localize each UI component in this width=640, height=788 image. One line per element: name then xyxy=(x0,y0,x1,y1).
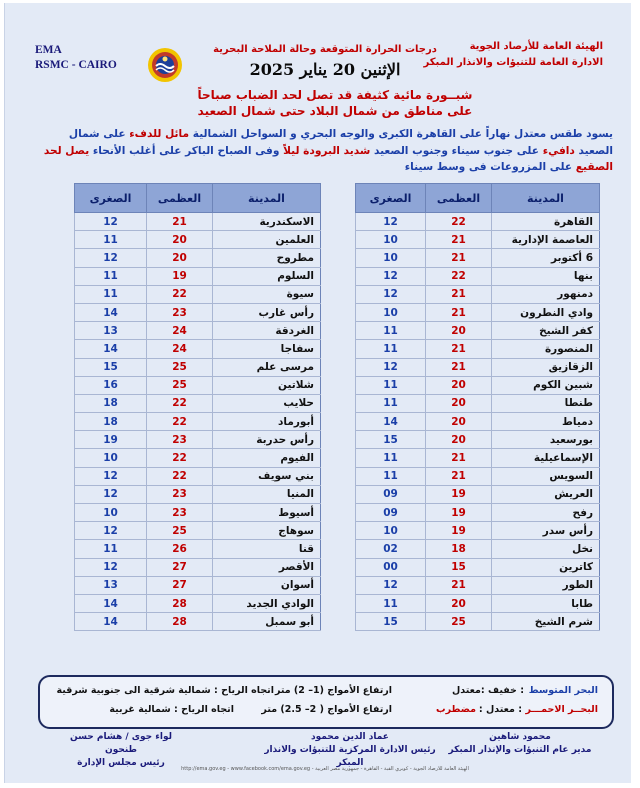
city-cell: الاسكندرية xyxy=(213,213,321,231)
sea-conditions-box xyxy=(38,675,614,729)
fog-warning xyxy=(165,87,505,119)
table-row xyxy=(75,576,321,594)
min-temp-cell: 11 xyxy=(356,449,426,467)
table-row xyxy=(356,394,600,412)
min-temp-cell: 10 xyxy=(75,449,147,467)
max-temp-cell: 21 xyxy=(426,231,492,249)
table-row xyxy=(356,449,600,467)
table-row xyxy=(75,431,321,449)
table-row xyxy=(356,467,600,485)
city-cell: الإسماعيلية xyxy=(492,449,600,467)
city-cell: العاصمة الإدارية xyxy=(492,231,600,249)
table-row xyxy=(75,249,321,267)
min-temp-cell: 10 xyxy=(356,303,426,321)
city-cell: دمنهور xyxy=(492,285,600,303)
max-temp-cell: 19 xyxy=(426,522,492,540)
desc-part: على شمال الصعيد xyxy=(68,128,613,157)
max-temp-cell: 22 xyxy=(147,449,213,467)
desc-part: على جنوب سيناء وجنوب الصعيد xyxy=(370,144,543,157)
org-codes xyxy=(35,43,145,73)
table-row xyxy=(75,540,321,558)
min-temp-cell: 12 xyxy=(356,285,426,303)
table-row xyxy=(75,522,321,540)
table-row xyxy=(356,358,600,376)
col-header-min: الصغرى xyxy=(75,184,147,213)
signature-director xyxy=(435,731,605,757)
table-row xyxy=(356,485,600,503)
table-row xyxy=(356,231,600,249)
max-temp-cell: 23 xyxy=(147,485,213,503)
max-temp-cell: 25 xyxy=(147,522,213,540)
max-temp-cell: 21 xyxy=(426,249,492,267)
max-temp-cell: 28 xyxy=(147,594,213,612)
table-row xyxy=(75,340,321,358)
med-sea-row xyxy=(40,685,612,703)
desc-highlight: دافيء xyxy=(542,144,575,157)
city-cell: شرم الشيخ xyxy=(492,613,600,631)
city-cell: سيوة xyxy=(213,285,321,303)
city-cell: الزقازيق xyxy=(492,358,600,376)
table-row xyxy=(356,431,600,449)
bulletin-subject: درجات الحرارة المتوقعة وحالة الملاحة البحرية xyxy=(213,44,437,55)
temperature-table-left xyxy=(74,183,321,631)
min-temp-cell: 14 xyxy=(75,594,147,612)
max-temp-cell: 22 xyxy=(426,213,492,231)
min-temp-cell: 19 xyxy=(75,431,147,449)
max-temp-cell: 20 xyxy=(426,376,492,394)
max-temp-cell: 20 xyxy=(147,231,213,249)
city-cell: رأس حدربة xyxy=(213,431,321,449)
city-cell: قنا xyxy=(213,540,321,558)
min-temp-cell: 11 xyxy=(356,340,426,358)
city-cell: شبين الكوم xyxy=(492,376,600,394)
table-row xyxy=(75,303,321,321)
city-cell: المنصورة xyxy=(492,340,600,358)
city-cell: بني سويف xyxy=(213,467,321,485)
max-temp-cell: 21 xyxy=(426,303,492,321)
desc-highlight: معتدل نهاراً xyxy=(485,128,547,140)
max-temp-cell: 21 xyxy=(426,285,492,303)
min-temp-cell: 00 xyxy=(356,558,426,576)
signature-name: لواء جوى / هشام حسن طنحون xyxy=(69,732,173,755)
max-temp-cell: 21 xyxy=(426,449,492,467)
min-temp-cell: 11 xyxy=(356,467,426,485)
max-temp-cell: 19 xyxy=(426,504,492,522)
min-temp-cell: 09 xyxy=(356,504,426,522)
max-temp-cell: 22 xyxy=(147,285,213,303)
city-cell: الوادي الجديد xyxy=(213,594,321,612)
red-sea-state-severe: مضطرب xyxy=(436,704,476,715)
min-temp-cell: 14 xyxy=(75,303,147,321)
min-temp-cell: 12 xyxy=(356,213,426,231)
min-temp-cell: 11 xyxy=(356,322,426,340)
city-cell: كفر الشيخ xyxy=(492,322,600,340)
max-temp-cell: 21 xyxy=(426,467,492,485)
col-header-max: العظمى xyxy=(426,184,492,213)
org-center: RSMC - CAIRO xyxy=(35,59,117,71)
min-temp-cell: 12 xyxy=(356,576,426,594)
min-temp-cell: 11 xyxy=(356,394,426,412)
agency-block xyxy=(393,39,603,71)
table-row xyxy=(356,540,600,558)
signature-central-head xyxy=(250,731,450,770)
department-name: الادارة العامة للتنبؤات والانذار المبكر xyxy=(423,57,603,68)
max-temp-cell: 22 xyxy=(147,394,213,412)
max-temp-cell: 21 xyxy=(147,213,213,231)
max-temp-cell: 27 xyxy=(147,558,213,576)
desc-highlight: شديد البرودة ليلاً xyxy=(283,144,371,157)
city-cell: المنيا xyxy=(213,485,321,503)
table-row xyxy=(356,376,600,394)
warning-line-2: على مناطق من شمال البلاد حتى شمال الصعيد xyxy=(197,104,473,118)
max-temp-cell: 20 xyxy=(426,322,492,340)
max-temp-cell: 24 xyxy=(147,322,213,340)
desc-part: على القاهرة الكبرى والوجه البحري و السواحل الشمالية xyxy=(189,128,486,140)
table-row xyxy=(75,322,321,340)
table-row xyxy=(356,340,600,358)
max-temp-cell: 20 xyxy=(426,594,492,612)
max-temp-cell: 20 xyxy=(426,431,492,449)
city-cell: حلايب xyxy=(213,394,321,412)
bulletin-date: الإثنين 20 يناير 2025 xyxy=(249,60,401,79)
desc-part: على المزروعات فى وسط سيناء xyxy=(404,161,576,173)
min-temp-cell: 15 xyxy=(356,431,426,449)
city-cell: رأس غارب xyxy=(213,303,321,321)
table-row xyxy=(356,613,600,631)
max-temp-cell: 23 xyxy=(147,303,213,321)
med-sea-wind: اتجاه الرياح : شمالية شرقية الى جنوبية شرقية xyxy=(56,685,274,696)
min-temp-cell: 15 xyxy=(75,358,147,376)
agency-name: الهيئة العامة للأرصاد الجوية xyxy=(469,41,603,52)
min-temp-cell: 12 xyxy=(75,467,147,485)
table-row xyxy=(356,285,600,303)
max-temp-cell: 25 xyxy=(426,613,492,631)
max-temp-cell: 19 xyxy=(426,485,492,503)
min-temp-cell: 10 xyxy=(356,522,426,540)
min-temp-cell: 12 xyxy=(356,267,426,285)
col-header-min: الصغرى xyxy=(356,184,426,213)
max-temp-cell: 20 xyxy=(426,413,492,431)
red-sea-state: : معتدل : xyxy=(478,704,522,715)
city-cell: أسيوط xyxy=(213,504,321,522)
table-row xyxy=(356,594,600,612)
max-temp-cell: 19 xyxy=(147,267,213,285)
min-temp-cell: 09 xyxy=(356,485,426,503)
max-temp-cell: 28 xyxy=(147,613,213,631)
desc-part: وفى الصباح الباكر على أغلب الأنحاء xyxy=(89,144,284,157)
min-temp-cell: 11 xyxy=(356,376,426,394)
max-temp-cell: 20 xyxy=(426,394,492,412)
max-temp-cell: 22 xyxy=(426,267,492,285)
city-cell: شلاتين xyxy=(213,376,321,394)
med-sea-state: : خفيف :معتدل xyxy=(452,685,524,696)
min-temp-cell: 12 xyxy=(75,485,147,503)
table-row xyxy=(75,594,321,612)
footer-contact: الهيئة العامة للأرصاد الجوية - كوبري القبة - القاهرة - جمهورية مصر العربية - http://ema.gov.eg - www.facebook.com/ema.gov.eg xyxy=(181,766,469,772)
max-temp-cell: 25 xyxy=(147,376,213,394)
table-row xyxy=(75,613,321,631)
min-temp-cell: 11 xyxy=(75,267,147,285)
min-temp-cell: 13 xyxy=(75,322,147,340)
med-sea-waves: ارتفاع الأمواج (1– 2) متر xyxy=(274,685,392,696)
city-cell: مرسى علم xyxy=(213,358,321,376)
min-temp-cell: 14 xyxy=(75,613,147,631)
min-temp-cell: 14 xyxy=(75,340,147,358)
table-row xyxy=(75,376,321,394)
table-row xyxy=(75,558,321,576)
table-row xyxy=(75,504,321,522)
col-header-max: العظمى xyxy=(147,184,213,213)
table-row xyxy=(356,322,600,340)
city-cell: أبورماد xyxy=(213,413,321,431)
city-cell: 6 أكتوبر xyxy=(492,249,600,267)
table-row xyxy=(75,413,321,431)
city-cell: مطروح xyxy=(213,249,321,267)
city-cell: سفاجا xyxy=(213,340,321,358)
col-header-city: المدينة xyxy=(213,184,321,213)
city-cell: الفيوم xyxy=(213,449,321,467)
min-temp-cell: 11 xyxy=(75,231,147,249)
min-temp-cell: 10 xyxy=(356,249,426,267)
max-temp-cell: 24 xyxy=(147,340,213,358)
city-cell: العريش xyxy=(492,485,600,503)
city-cell: الأقصر xyxy=(213,558,321,576)
table-row xyxy=(75,213,321,231)
city-cell: سوهاج xyxy=(213,522,321,540)
city-cell: وادي النطرون xyxy=(492,303,600,321)
table-row xyxy=(75,267,321,285)
min-temp-cell: 10 xyxy=(75,504,147,522)
bulletin-page xyxy=(4,3,631,783)
table-row xyxy=(356,522,600,540)
city-cell: القاهرة xyxy=(492,213,600,231)
max-temp-cell: 25 xyxy=(147,358,213,376)
red-sea-label: البحــر الاحمـــر xyxy=(525,704,598,715)
city-cell: دمياط xyxy=(492,413,600,431)
table-row xyxy=(75,358,321,376)
min-temp-cell: 02 xyxy=(356,540,426,558)
min-temp-cell: 16 xyxy=(75,376,147,394)
city-cell: بنها xyxy=(492,267,600,285)
max-temp-cell: 20 xyxy=(147,249,213,267)
signature-title: مدير عام التنبؤات والإنذار المبكر xyxy=(448,745,592,755)
desc-highlight: يصل لحد الصقيع xyxy=(43,144,613,173)
table-row xyxy=(75,467,321,485)
city-cell: رأس سدر xyxy=(492,522,600,540)
signature-chairman xyxy=(61,731,181,770)
table-row xyxy=(356,504,600,522)
org-short: EMA xyxy=(35,44,62,56)
city-cell: السلوم xyxy=(213,267,321,285)
signature-title: رئيس مجلس الإدارة xyxy=(77,758,165,768)
signature-name: عماد الدين محمود xyxy=(311,732,389,742)
min-temp-cell: 15 xyxy=(356,613,426,631)
city-cell: الغردقة xyxy=(213,322,321,340)
city-cell: بورسعيد xyxy=(492,431,600,449)
signature-name: محمود شاهين xyxy=(489,732,551,742)
city-cell: نخل xyxy=(492,540,600,558)
city-cell: رفح xyxy=(492,504,600,522)
table-row xyxy=(75,394,321,412)
max-temp-cell: 23 xyxy=(147,431,213,449)
city-cell: السويس xyxy=(492,467,600,485)
min-temp-cell: 18 xyxy=(75,413,147,431)
city-cell: كاترين xyxy=(492,558,600,576)
table-row xyxy=(356,213,600,231)
table-row xyxy=(356,303,600,321)
desc-highlight: مائل للدفء xyxy=(129,128,190,140)
table-row xyxy=(75,285,321,303)
min-temp-cell: 12 xyxy=(75,522,147,540)
city-cell: أبو سمبل xyxy=(213,613,321,631)
red-sea-row xyxy=(40,704,612,722)
desc-part: يسود طقس xyxy=(546,128,613,140)
table-row xyxy=(356,576,600,594)
warning-line-1: شبــورة مائية كثيفة قد تصل لحد الضباب صباحاً xyxy=(197,88,473,102)
city-cell: الطور xyxy=(492,576,600,594)
temperature-table-right xyxy=(355,183,600,631)
max-temp-cell: 21 xyxy=(426,358,492,376)
col-header-city: المدينة xyxy=(492,184,600,213)
med-sea-label: البحر المتوسط xyxy=(528,685,598,696)
min-temp-cell: 10 xyxy=(356,231,426,249)
weather-description xyxy=(35,126,613,176)
min-temp-cell: 12 xyxy=(356,358,426,376)
min-temp-cell: 11 xyxy=(75,540,147,558)
table-row xyxy=(75,449,321,467)
max-temp-cell: 18 xyxy=(426,540,492,558)
table-row xyxy=(356,413,600,431)
city-cell: طابا xyxy=(492,594,600,612)
min-temp-cell: 12 xyxy=(75,213,147,231)
red-sea-waves: ارتفاع الأمواج ( 2– 2.5) متر xyxy=(261,704,392,715)
max-temp-cell: 15 xyxy=(426,558,492,576)
min-temp-cell: 11 xyxy=(75,285,147,303)
max-temp-cell: 22 xyxy=(147,467,213,485)
max-temp-cell: 26 xyxy=(147,540,213,558)
table-row xyxy=(75,231,321,249)
red-sea-wind: اتجاه الرياح : شمالية غربية xyxy=(109,704,234,715)
max-temp-cell: 21 xyxy=(426,340,492,358)
max-temp-cell: 21 xyxy=(426,576,492,594)
max-temp-cell: 27 xyxy=(147,576,213,594)
ema-logo-icon xyxy=(143,45,187,85)
min-temp-cell: 12 xyxy=(75,558,147,576)
min-temp-cell: 12 xyxy=(75,249,147,267)
city-cell: العلمين xyxy=(213,231,321,249)
city-cell: أسوان xyxy=(213,576,321,594)
signature-title: رئيس الادارة المركزية للتنبؤات والانذار المبكر xyxy=(264,745,436,768)
min-temp-cell: 11 xyxy=(356,594,426,612)
min-temp-cell: 13 xyxy=(75,576,147,594)
max-temp-cell: 22 xyxy=(147,413,213,431)
min-temp-cell: 14 xyxy=(356,413,426,431)
table-row xyxy=(75,485,321,503)
table-row xyxy=(356,558,600,576)
max-temp-cell: 23 xyxy=(147,504,213,522)
table-row xyxy=(356,249,600,267)
min-temp-cell: 18 xyxy=(75,394,147,412)
table-row xyxy=(356,267,600,285)
city-cell: طنطا xyxy=(492,394,600,412)
